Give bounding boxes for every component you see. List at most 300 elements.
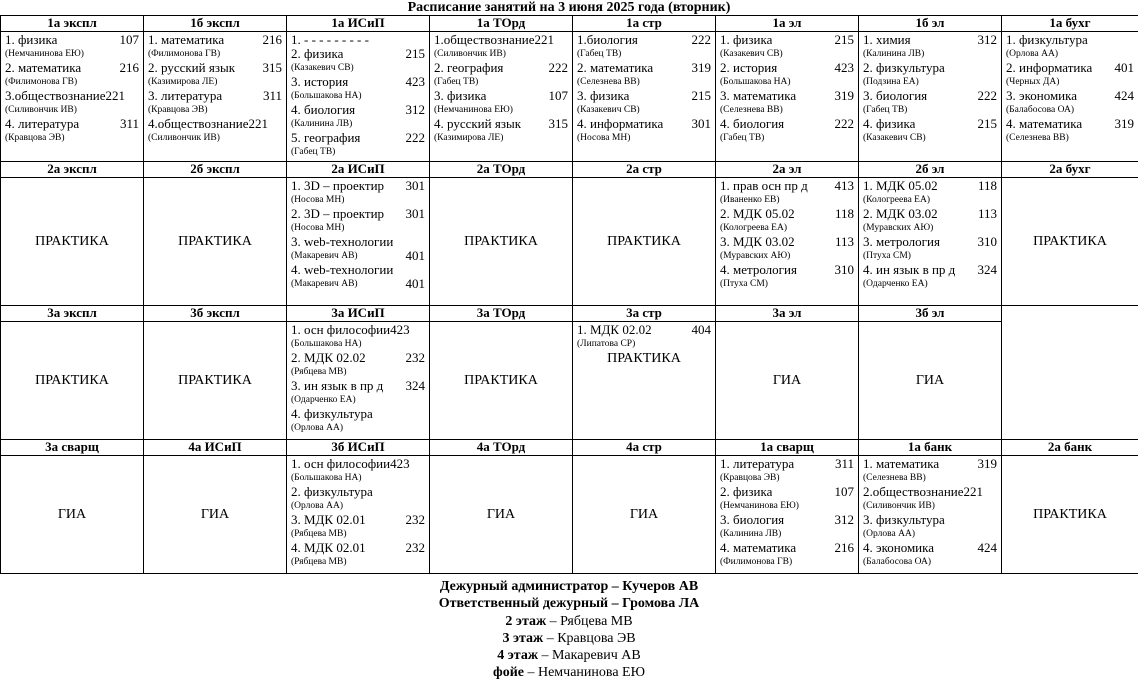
subject-text: 4. экономика: [863, 541, 935, 555]
status-label: ГИА: [486, 506, 516, 522]
group-header: 3а ИСиП: [287, 306, 430, 322]
room-number: [422, 457, 425, 471]
group-schedule-cell: [859, 456, 1002, 574]
lesson-line: [1006, 33, 1134, 47]
teacher-name: [577, 131, 711, 145]
subject-text: 2. русский язык: [148, 61, 236, 75]
lesson-line: [148, 33, 282, 47]
teacher-text: (Казимирова ЛЕ): [434, 133, 504, 143]
room-number: 423: [405, 74, 425, 89]
lesson-line: [863, 33, 997, 47]
teacher-name: [720, 277, 854, 291]
room-number: 222: [548, 60, 568, 75]
group-schedule-cell: [716, 32, 859, 162]
room-number: [994, 277, 997, 291]
room-number: 312: [405, 102, 425, 117]
room-number: 301: [691, 116, 711, 131]
lesson-line: [720, 541, 854, 555]
teacher-name: [5, 75, 139, 89]
group-header: 1а бухг: [1002, 16, 1138, 32]
group-header: [1002, 306, 1138, 322]
lesson-line: [720, 89, 854, 103]
room-number: 312: [977, 32, 997, 47]
teacher-name: [1006, 75, 1134, 89]
subject-text: 1. физкультура: [1006, 33, 1088, 47]
group-schedule-cell: [859, 32, 1002, 162]
lesson-line: [720, 263, 854, 277]
room-number: [994, 131, 997, 145]
room-number: 232: [405, 350, 425, 365]
teacher-name: [291, 249, 425, 263]
lesson-line: [291, 513, 425, 527]
teacher-text: (Орлова АА): [1006, 49, 1058, 59]
room-number: [851, 555, 854, 569]
lesson-line: [720, 513, 854, 527]
room-number: 401: [1114, 60, 1134, 75]
group-header: 1а стр: [573, 16, 716, 32]
teacher-text: (Филимонова ГВ): [5, 77, 78, 87]
group-header: 1б экспл: [144, 16, 287, 32]
subject-text: 2. МДК 05.02: [720, 207, 795, 221]
duty-person: – Кравцова ЭВ: [543, 630, 636, 646]
duty-line: [0, 595, 1138, 612]
group-header-row: [1, 440, 1138, 456]
teacher-text: (Птуха СМ): [863, 251, 911, 261]
group-schedule-cell: [430, 456, 573, 574]
teacher-name: [291, 221, 425, 235]
room-number: [994, 221, 997, 235]
teacher-text: (Кравцова ЭВ): [720, 473, 780, 483]
group-header: 2а ТОрд: [430, 162, 573, 178]
status-label: ПРАКТИКА: [35, 233, 109, 249]
lesson-line: [720, 485, 854, 499]
lesson-line: [720, 33, 854, 47]
subject-text: 2. физкультура: [863, 61, 945, 75]
teacher-name: [577, 103, 711, 117]
room-number: 118: [834, 206, 854, 221]
room-number: [422, 33, 425, 47]
lesson-line: [148, 89, 282, 103]
status-label: ПРАКТИКА: [1033, 506, 1107, 522]
room-number: 319: [834, 88, 854, 103]
teacher-text: (Калинина ЛВ): [720, 529, 782, 539]
teacher-name: [291, 193, 425, 207]
teacher-text: (Казакевич СВ): [291, 63, 354, 73]
lesson-line: [291, 541, 425, 555]
room-number: 319: [691, 60, 711, 75]
room-number: [422, 117, 425, 131]
lesson-line: [291, 351, 425, 365]
subject-text: 1. физика: [720, 33, 773, 47]
room-number: [851, 277, 854, 291]
room-number: 310: [977, 234, 997, 249]
room-number: [422, 365, 425, 379]
room-number: [994, 485, 997, 499]
subject-text: 3. физика: [434, 89, 487, 103]
room-number: 315: [548, 116, 568, 131]
lesson-line: [1006, 61, 1134, 75]
teacher-name: [291, 277, 425, 291]
subject-text: 2. физика: [720, 485, 773, 499]
room-number: [279, 117, 282, 131]
lesson-line: [863, 485, 997, 499]
duty-role: Ответственный дежурный – Громова ЛА: [438, 596, 700, 612]
teacher-name: [148, 75, 282, 89]
subject-text: 1. МДК 02.02: [577, 323, 652, 337]
teacher-name: [291, 61, 425, 75]
duty-person: – Макаревич АВ: [537, 648, 641, 664]
subject-text: 4. метрология: [720, 263, 797, 277]
teacher-text: (Большакова НА): [291, 91, 362, 101]
teacher-name: [863, 75, 997, 89]
subject-text: 4. математика: [1006, 117, 1083, 131]
room-number: [994, 527, 997, 541]
duty-role: 3 этаж: [502, 630, 544, 646]
teacher-text: (Селезнева ВВ): [863, 473, 926, 483]
group-header: 2а эл: [716, 162, 859, 178]
subject-text: 3. биология: [863, 89, 928, 103]
teacher-name: [863, 249, 997, 263]
room-number: 222: [977, 88, 997, 103]
teacher-name: [434, 103, 568, 117]
room-number: 301: [405, 178, 425, 193]
status-label: ПРАКТИКА: [464, 372, 538, 388]
lesson-line: [291, 457, 425, 471]
subject-text: 4. МДК 02.01: [291, 541, 366, 555]
status-label: ПРАКТИКА: [178, 233, 252, 249]
group-schedule-cell: [430, 178, 573, 306]
teacher-text: (Одарченко ЕА): [291, 395, 356, 405]
room-number: 216: [262, 32, 282, 47]
lesson-line: [720, 207, 854, 221]
teacher-text: (Большакова НА): [291, 473, 362, 483]
subject-text: 2. 3D – проектир: [291, 207, 385, 221]
subject-text: 3. метрология: [863, 235, 940, 249]
subject-text: 2. физика: [291, 47, 344, 61]
duty-person: – Немчанинова ЕЮ: [523, 665, 645, 681]
lesson-line: [291, 379, 425, 393]
room-number: [279, 103, 282, 117]
group-header: 2а бухг: [1002, 162, 1138, 178]
teacher-name: [720, 555, 854, 569]
room-number: [851, 249, 854, 263]
duty-line: [0, 630, 1138, 647]
group-schedule-cell: [430, 322, 573, 440]
subject-text: 2. информатика: [1006, 61, 1093, 75]
room-number: 301: [405, 206, 425, 221]
room-number: [851, 221, 854, 235]
group-header: 2а банк: [1002, 440, 1138, 456]
teacher-name: [291, 145, 425, 159]
room-number: [708, 131, 711, 145]
room-number: [851, 131, 854, 145]
duty-role: 2 этаж: [505, 613, 547, 629]
lesson-line: [863, 207, 997, 221]
teacher-text: (Балабосова ОА): [1006, 105, 1075, 115]
room-number: [422, 235, 425, 249]
teacher-name: [5, 103, 139, 117]
group-header: 2б экспл: [144, 162, 287, 178]
group-header: 3а ТОрд: [430, 306, 573, 322]
group-schedule-cell: [1002, 322, 1138, 440]
subject-text: 3. история: [291, 75, 349, 89]
room-number: [994, 499, 997, 513]
lesson-line: [863, 117, 997, 131]
room-number: [279, 47, 282, 61]
subject-text: 1. химия: [863, 33, 911, 47]
teacher-text: (Филимонова ГВ): [720, 557, 793, 567]
teacher-text: (Рябцева МВ): [291, 367, 347, 377]
teacher-text: (Филимонова ГВ): [148, 49, 221, 59]
lesson-line: [291, 47, 425, 61]
room-number: [422, 393, 425, 407]
teacher-text: (Габец ТВ): [577, 49, 622, 59]
group-header: 3а экспл: [1, 306, 144, 322]
lesson-line: [577, 33, 711, 47]
subject-text: 1. осн философии423: [291, 457, 410, 471]
subject-text: 1.биология: [577, 33, 638, 47]
lessons-row: [1, 456, 1138, 574]
lesson-line: [1006, 117, 1134, 131]
room-number: [565, 47, 568, 61]
room-number: 215: [977, 116, 997, 131]
room-number: [994, 249, 997, 263]
group-schedule-cell: [1002, 32, 1138, 162]
lesson-line: [291, 75, 425, 89]
room-number: [422, 407, 425, 421]
status-label: ПРАКТИКА: [464, 233, 538, 249]
teacher-name: [577, 47, 711, 61]
group-header: 3а сварщ: [1, 440, 144, 456]
subject-text: 3. литература: [148, 89, 223, 103]
teacher-name: [863, 221, 997, 235]
group-schedule-cell: [430, 32, 573, 162]
teacher-text: (Носова МН): [291, 223, 345, 233]
status-label: ПРАКТИКА: [1033, 233, 1107, 249]
teacher-text: (Кологреева ЕА): [863, 195, 931, 205]
teacher-text: (Селезнева ВВ): [1006, 133, 1069, 143]
teacher-text: (Кологреева ЕА): [720, 223, 788, 233]
subject-text: 2. история: [720, 61, 778, 75]
room-number: [422, 485, 425, 499]
teacher-name: [863, 555, 997, 569]
teacher-name: [720, 221, 854, 235]
teacher-name: [863, 47, 997, 61]
teacher-name: [863, 131, 997, 145]
room-number: 404: [691, 322, 711, 337]
group-header: 3б эл: [859, 306, 1002, 322]
room-number: 324: [977, 262, 997, 277]
room-number: [851, 103, 854, 117]
lesson-line: [291, 235, 425, 249]
group-schedule-cell: [287, 32, 430, 162]
subject-text: 2. математика: [5, 61, 82, 75]
lesson-line: [291, 407, 425, 421]
room-number: [565, 131, 568, 145]
teacher-text: (Селезнева ВВ): [577, 77, 640, 87]
room-number: 222: [834, 116, 854, 131]
lesson-line: [434, 117, 568, 131]
lesson-line: [863, 263, 997, 277]
teacher-name: [434, 75, 568, 89]
teacher-name: [291, 471, 425, 485]
subject-text: 3. физика: [577, 89, 630, 103]
subject-text: 2. география: [434, 61, 504, 75]
teacher-text: (Габец ТВ): [291, 147, 336, 157]
room-number: [1131, 47, 1134, 61]
teacher-text: (Макаревич АВ): [291, 279, 358, 289]
teacher-name: [720, 131, 854, 145]
room-number: [994, 61, 997, 75]
teacher-name: [720, 193, 854, 207]
teacher-text: (Птуха СМ): [720, 279, 768, 289]
group-header: 1а ИСиП: [287, 16, 430, 32]
subject-text: 4. литература: [5, 117, 80, 131]
room-number: [422, 527, 425, 541]
teacher-text: (Иваненко ЕВ): [720, 195, 780, 205]
subject-text: 4. web-технологии: [291, 263, 394, 277]
subject-text: 3.обществознание221: [5, 89, 126, 103]
room-number: [708, 337, 711, 351]
teacher-text: (Орлова АА): [291, 423, 343, 433]
teacher-name: [863, 499, 997, 513]
teacher-text: (Носова МН): [291, 195, 345, 205]
room-number: [994, 75, 997, 89]
subject-text: 4.обществознание221: [148, 117, 269, 131]
teacher-text: (Калинина ЛВ): [291, 119, 353, 129]
subject-text: 3. МДК 03.02: [720, 235, 795, 249]
teacher-name: [863, 277, 997, 291]
teacher-name: [1006, 103, 1134, 117]
practice-label: ПРАКТИКА: [607, 351, 681, 366]
teacher-text: (Казакевич СВ): [863, 133, 926, 143]
room-number: [851, 193, 854, 207]
teacher-name: [291, 421, 425, 435]
group-header: 1а банк: [859, 440, 1002, 456]
lesson-line: [291, 263, 425, 277]
room-number: [1131, 103, 1134, 117]
duty-line: [0, 647, 1138, 664]
group-header: 2б эл: [859, 162, 1002, 178]
page-title: Расписание занятий на 3 июня 2025 года (вторник): [407, 0, 731, 15]
lesson-line: [148, 61, 282, 75]
teacher-text: (Габец ТВ): [434, 77, 479, 87]
room-number: 118: [977, 178, 997, 193]
group-header-row: [1, 162, 1138, 178]
status-label: ПРАКТИКА: [178, 372, 252, 388]
subject-text: 3. математика: [720, 89, 797, 103]
room-number: [994, 471, 997, 485]
duty-role: 4 этаж: [497, 648, 538, 664]
room-number: 324: [405, 378, 425, 393]
room-number: [708, 75, 711, 89]
status-label: ПРАКТИКА: [607, 233, 681, 249]
lesson-line: [291, 323, 425, 337]
lesson-line: [291, 207, 425, 221]
room-number: 311: [119, 116, 139, 131]
teacher-text: (Большакова НА): [720, 77, 791, 87]
group-schedule-cell: [859, 178, 1002, 306]
lesson-line: [720, 457, 854, 471]
lesson-line: [434, 61, 568, 75]
teacher-text: (Немчанинова ЕЮ): [434, 105, 513, 115]
teacher-name: [720, 527, 854, 541]
room-number: [422, 145, 425, 159]
group-schedule-cell: [573, 322, 716, 440]
teacher-text: (Кравцова ЭВ): [5, 133, 65, 143]
subject-text: 4. физика: [863, 117, 916, 131]
teacher-text: (Балабосова ОА): [863, 557, 932, 567]
lessons-row: [1, 322, 1138, 440]
lesson-line: [291, 33, 425, 47]
subject-text: 1.обществознание221: [434, 33, 555, 47]
subject-text: 2. физкультура: [291, 485, 373, 499]
lesson-line: [5, 117, 139, 131]
group-schedule-cell: [716, 178, 859, 306]
group-schedule-cell: [1002, 178, 1138, 306]
lesson-line: [434, 33, 568, 47]
room-number: 215: [691, 88, 711, 103]
subject-text: 3. ин язык в пр д: [291, 379, 384, 393]
room-number: 232: [405, 512, 425, 527]
subject-text: 2. математика: [577, 61, 654, 75]
room-number: 311: [262, 88, 282, 103]
teacher-name: [291, 117, 425, 131]
teacher-name: [863, 471, 997, 485]
room-number: [279, 131, 282, 145]
subject-text: 4. русский язык: [434, 117, 522, 131]
room-number: [708, 47, 711, 61]
subject-text: 2.обществознание221: [863, 485, 984, 499]
room-number: [708, 103, 711, 117]
teacher-name: [577, 75, 711, 89]
teacher-name: [863, 527, 997, 541]
subject-text: 1. 3D – проектир: [291, 179, 385, 193]
room-number: [851, 527, 854, 541]
lesson-line: [434, 89, 568, 103]
status-label: ПРАКТИКА: [35, 372, 109, 388]
subject-text: 4. биология: [720, 117, 785, 131]
lesson-line: [863, 179, 997, 193]
subject-text: 1. осн философии423: [291, 323, 410, 337]
lesson-line: [5, 33, 139, 47]
teacher-text: (Казакевич СВ): [720, 49, 783, 59]
teacher-text: (Макаревич АВ): [291, 251, 358, 261]
room-number: [136, 131, 139, 145]
lessons-row: [1, 178, 1138, 306]
group-schedule-cell: [144, 32, 287, 162]
teacher-name: [291, 499, 425, 513]
group-header: 3а стр: [573, 306, 716, 322]
teacher-text: (Габец ТВ): [863, 105, 908, 115]
subject-text: 2. МДК 03.02: [863, 207, 938, 221]
lesson-line: [720, 179, 854, 193]
group-schedule-cell: [287, 456, 430, 574]
subject-text: 1. математика: [863, 457, 940, 471]
room-number: 216: [834, 540, 854, 555]
teacher-text: (Казакевич СВ): [577, 105, 640, 115]
teacher-text: (Силивончик ИВ): [5, 105, 77, 115]
teacher-text: (Селезнева ВВ): [720, 105, 783, 115]
group-schedule-cell: [1, 456, 144, 574]
subject-text: 3. физкультура: [863, 513, 945, 527]
subject-text: 1. физика: [5, 33, 58, 47]
group-header: 3б ИСиП: [287, 440, 430, 456]
room-number: [422, 471, 425, 485]
room-number: [136, 103, 139, 117]
teacher-text: (Силивончик ИВ): [863, 501, 935, 511]
subject-text: 1. прав осн пр д: [720, 179, 808, 193]
